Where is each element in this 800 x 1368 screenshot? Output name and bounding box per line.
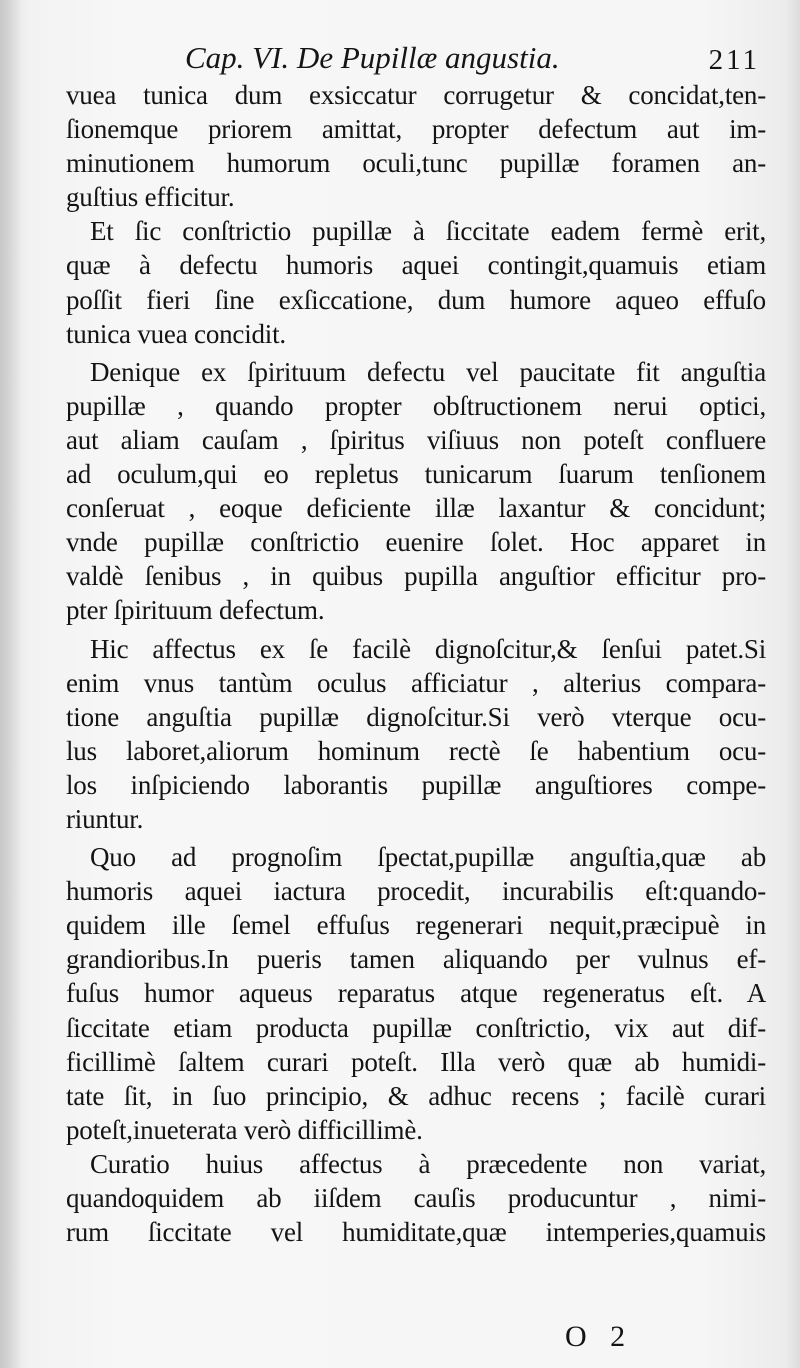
page-gutter-shadow bbox=[0, 0, 22, 1368]
text-line: Quo ad prognoſim ſpectat,pupillæ anguſtia,quæ ab bbox=[90, 842, 766, 873]
text-line: enim vnus tantùm oculus afficiatur , alterius compara- bbox=[66, 667, 766, 698]
text-line: ad oculum,qui eo repletus tunicarum ſuarum tenſionem bbox=[66, 459, 766, 490]
running-title: Cap. VI. De Pupillæ angustia. bbox=[185, 40, 560, 75]
text-line: poteſt,inueterata verò difficillimè. bbox=[66, 1114, 423, 1145]
text-line: aut aliam cauſam , ſpiritus viſiuus non poteſt confluere bbox=[66, 424, 766, 455]
text-line: guſtius efficitur. bbox=[66, 182, 235, 213]
text-line: Et ſic conſtrictio pupillæ à ſiccitate eadem fermè erit, bbox=[90, 216, 766, 247]
text-line: quidem ille ſemel effuſus regenerari nequit,præcipuè in bbox=[66, 910, 766, 941]
text-line: lus laboret,aliorum hominum rectè ſe habentium ocu- bbox=[66, 735, 766, 766]
text-line: fuſus humor aqueus reparatus atque regeneratus eſt. A bbox=[66, 978, 766, 1009]
body-text bbox=[66, 78, 766, 1249]
text-line: tate ſit, in ſuo principio, & adhuc recens ; facilè curari bbox=[66, 1080, 766, 1111]
text-line: Denique ex ſpirituum defectu vel paucitate fit anguſtia bbox=[90, 356, 766, 387]
text-line: valdè ſenibus , in quibus pupilla anguſtior efficitur pro- bbox=[66, 561, 766, 592]
signature-mark: O 2 bbox=[565, 1320, 634, 1353]
text-line: grandioribus.In pueris tamen aliquando per vulnus ef- bbox=[66, 944, 766, 975]
text-line: Hic affectus ex ſe facilè dignoſcitur,& ſenſui patet.Si bbox=[90, 633, 766, 664]
text-line: tione anguſtia pupillæ dignoſcitur.Si verò vterque ocu- bbox=[66, 701, 766, 732]
text-line: ſiccitate etiam producta pupillæ conſtrictio, vix aut dif- bbox=[66, 1012, 766, 1043]
text-line: vuea tunica dum exsiccatur corrugetur & concidat,ten- bbox=[66, 80, 766, 110]
page-number: 211 bbox=[708, 44, 760, 76]
text-line: quandoquidem ab iiſdem cauſis producuntur , nimi- bbox=[66, 1183, 766, 1213]
text-line: los inſpiciendo laborantis pupillæ anguſtiores compe- bbox=[66, 769, 766, 800]
text-line: Curatio huius affectus à præcedente non variat, bbox=[90, 1148, 766, 1179]
text-line: rum ſiccitate vel humiditate,quæ intemperies,quamuis bbox=[66, 1217, 766, 1248]
text-line: minutionem humorum oculi,tunc pupillæ foramen an- bbox=[66, 148, 766, 179]
text-line: humoris aquei iactura procedit, incurabilis eſt:quando- bbox=[66, 876, 766, 907]
text-line: riuntur. bbox=[66, 803, 144, 834]
text-line: pter ſpirituum defectum. bbox=[66, 595, 325, 626]
text-line: vnde pupillæ conſtrictio euenire ſolet. Hoc apparet in bbox=[66, 527, 766, 558]
text-line: quæ à defectu humoris aquei contingit,quamuis etiam bbox=[66, 250, 766, 281]
text-line: ſionemque priorem amittat, propter defectum aut im- bbox=[66, 114, 766, 145]
text-line: conſeruat , eoque deficiente illæ laxantur & concidunt; bbox=[66, 493, 766, 524]
text-line: ficillimè ſaltem curari poteſt. Illa verò quæ ab humidi- bbox=[66, 1046, 766, 1077]
text-line: tunica vuea concidit. bbox=[66, 318, 286, 349]
text-line: poſſit fieri ſine exſiccatione, dum humore aqueo effuſo bbox=[66, 284, 766, 315]
text-line: pupillæ , quando propter obſtructionem nerui optici, bbox=[66, 390, 766, 421]
